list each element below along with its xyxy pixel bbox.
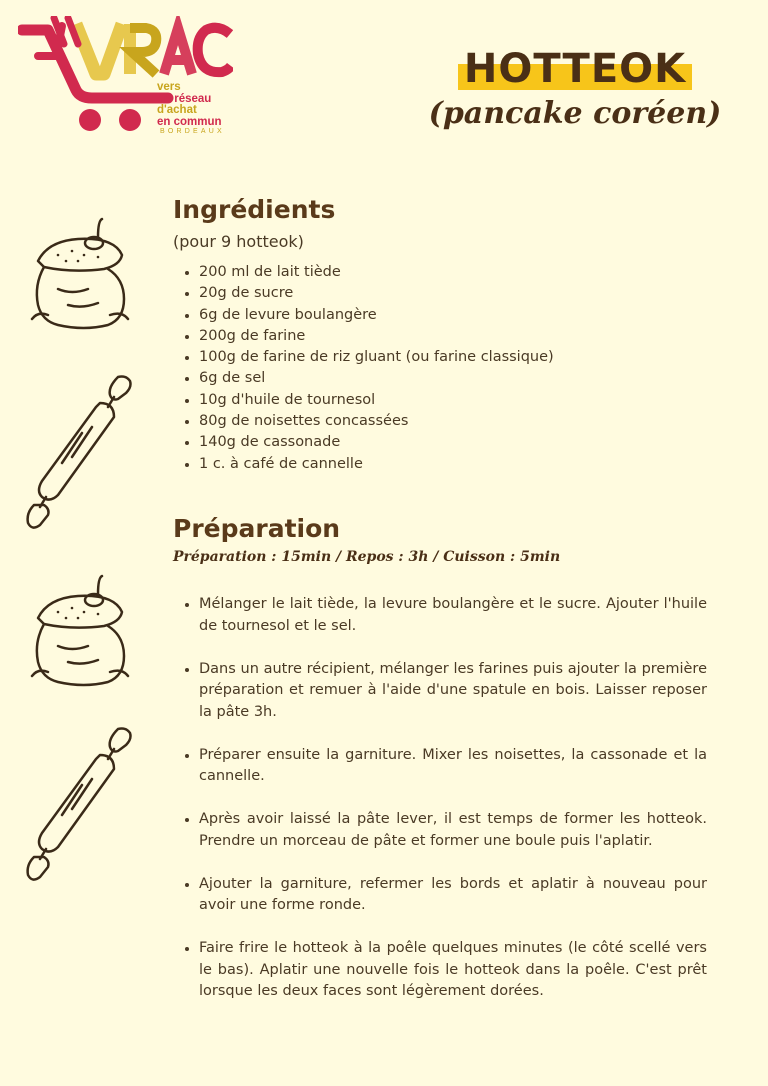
ingredients-list [173,262,554,475]
list-item: • 100g de farine de riz gluant (ou farine classique) [199,347,554,368]
logo-line-1: vers [157,81,181,93]
recipe-title [425,44,725,131]
step-item: • Dans un autre récipient, mélanger les farines puis ajouter la première préparation et remuer à l'aide d'une spatule en bois. Laisser reposer la pâte 3h. [199,659,707,724]
serving-size: (pour 9 hotteok) [173,232,304,251]
flour-sack-icon [28,215,130,333]
list-item: • 200g de farine [199,326,554,347]
step-item: • Ajouter la garniture, refermer les bords et aplatir à nouveau pour avoir une forme ronde. [199,874,707,917]
title-main: HOTTEOK [458,44,692,94]
list-item: • 6g de levure boulangère [199,305,554,326]
preparation-times: Préparation : 15min / Repos : 3h / Cuisson : 5min [173,549,561,565]
step-item: • Mélanger le lait tiède, la levure boulangère et le sucre. Ajouter l'huile de tournesol et le sel. [199,594,707,637]
logo-line-3: d'achat [157,104,197,116]
title-subtitle: (pancake coréen) [428,96,722,131]
flour-sack-icon [28,572,130,690]
ingredients-heading: Ingrédients [173,195,336,224]
step-item: • Faire frire le hotteok à la poêle quelques minutes (le côté scellé vers le bas). Aplatir une nouvelle fois le hotteok dans la poêle. C'est prêt lorsque les deux faces sont légèrement dorées. [199,938,707,1003]
list-item: • 80g de noisettes concassées [199,411,554,432]
list-item: • 1 c. à café de cannelle [199,454,554,475]
list-item: • 20g de sucre [199,283,554,304]
rolling-pin-icon [22,373,137,533]
preparation-heading: Préparation [173,514,341,543]
preparation-steps [173,594,707,1024]
list-item: • 140g de cassonade [199,432,554,453]
step-item: • Après avoir laissé la pâte lever, il est temps de former les hotteok. Prendre un morceau de pâte et former une boule puis l'aplatir. [199,809,707,852]
list-item: • 200 ml de lait tiède [199,262,554,283]
rolling-pin-icon [22,725,137,885]
step-item: • Préparer ensuite la garniture. Mixer les noisettes, la cassonade et la cannelle. [199,745,707,788]
logo-line-2: un réseau [157,92,212,105]
list-item: • 6g de sel [199,368,554,389]
logo-city: BORDEAUX [160,128,225,135]
list-item: • 10g d'huile de tournesol [199,390,554,411]
logo-line-4: en commun [157,115,222,128]
logo-tagline [157,82,222,128]
